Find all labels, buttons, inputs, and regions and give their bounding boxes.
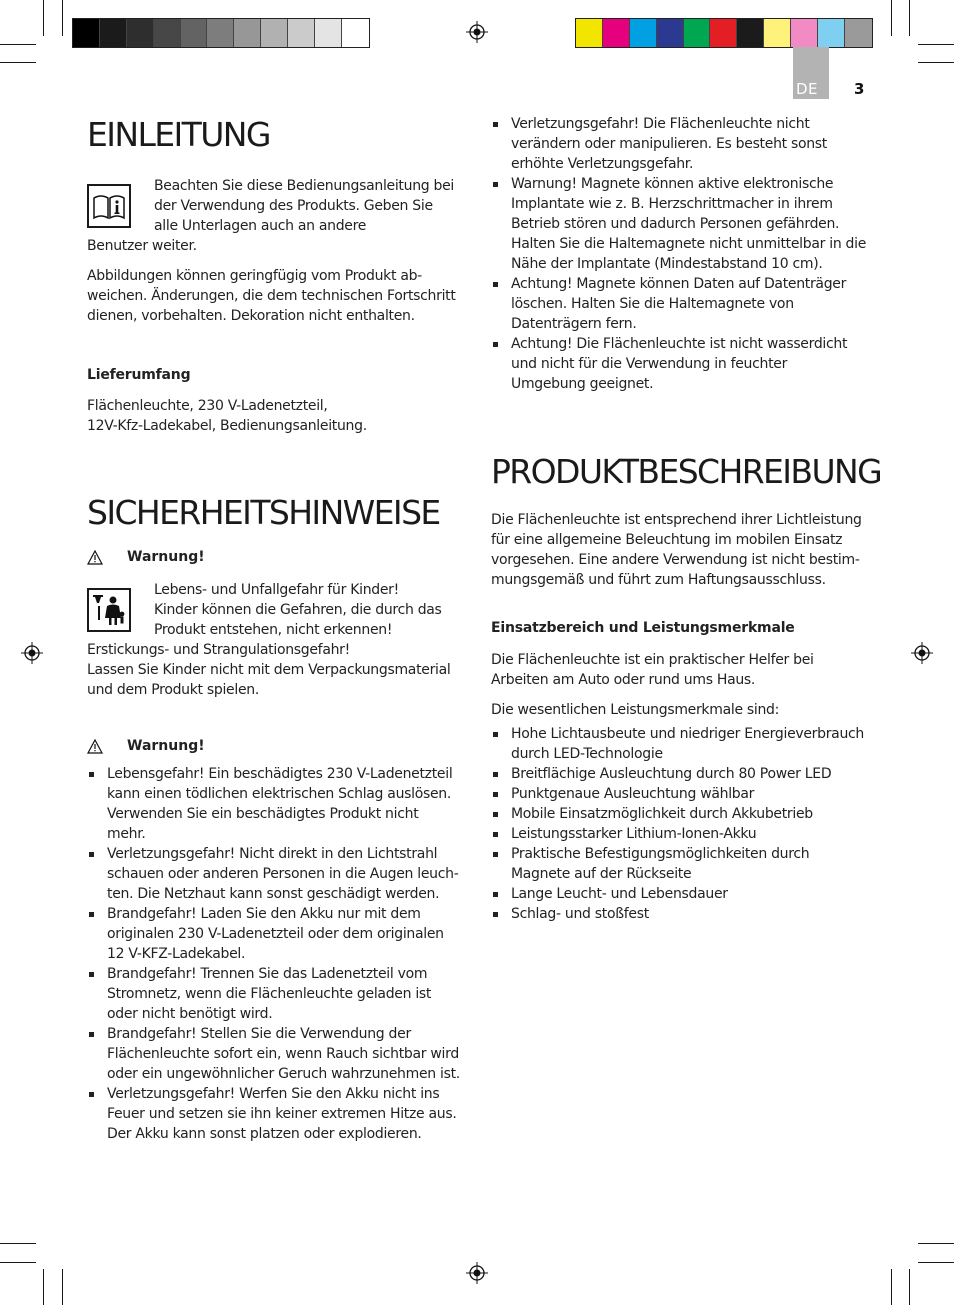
- crop-mark: [918, 44, 954, 45]
- crop-mark: [909, 0, 910, 36]
- text-line: Brandgefahr! Trennen Sie das Ladenetzteil vom: [107, 966, 428, 982]
- text-line: Achtung! Magnete können Daten auf Datenträger: [511, 276, 847, 292]
- text-line: Betrieb stören und dadurch Personen gefährden.: [511, 216, 840, 232]
- crop-mark: [918, 1262, 954, 1263]
- abbildungen-paragraph: [87, 266, 467, 326]
- text-line: dienen, vorbehalten. Dekoration nicht enthalten.: [87, 308, 415, 324]
- list-item: [87, 1024, 467, 1084]
- crop-mark: [918, 62, 954, 63]
- children-warning-tail: [87, 640, 467, 700]
- text-line: Datenträgern fern.: [511, 316, 637, 332]
- text-line: kann einen tödlichen elektrischen Schlag auslösen.: [107, 786, 452, 802]
- list-item: [491, 884, 871, 904]
- text-line: Arbeiten am Auto oder rund ums Haus.: [491, 672, 756, 688]
- warning-triangle-icon: [87, 739, 103, 754]
- grayscale-bar: [72, 18, 370, 48]
- einsatz-heading: Einsatzbereich und Leistungsmerkmale: [491, 620, 795, 636]
- manual-note-tail: Benutzer weiter.: [87, 238, 197, 254]
- text-line: Breitflächige Ausleuchtung durch 80 Power LED: [511, 766, 832, 782]
- text-line: oder nicht benötigt wird.: [107, 1006, 273, 1022]
- registration-mark-icon: [466, 1262, 488, 1284]
- list-item: [491, 724, 871, 764]
- text-line: Verletzungsgefahr! Werfen Sie den Akku nicht ins: [107, 1086, 440, 1102]
- text-line: ten. Die Netzhaut kann sonst geschädigt werden.: [107, 886, 440, 902]
- produktbeschreibung-title: PRODUKTBESCHREIBUNG: [491, 452, 882, 491]
- color-swatch: [845, 19, 872, 47]
- text-line: Verletzungsgefahr! Die Flächenleuchte nicht: [511, 116, 810, 132]
- text-line: Lebens- und Unfallgefahr für Kinder!: [154, 582, 399, 598]
- list-item: [491, 174, 871, 274]
- list-item: [491, 764, 871, 784]
- list-item: [87, 764, 467, 844]
- einleitung-title: EINLEITUNG: [87, 115, 270, 154]
- safety-bullet-list: [87, 764, 467, 1144]
- text-line: Schlag- und stoßfest: [511, 906, 649, 922]
- registration-mark-icon: [911, 642, 933, 664]
- text-line: Der Akku kann sonst platzen oder explodieren.: [107, 1126, 422, 1142]
- text-line: verändern oder manipulieren. Es besteht sonst: [511, 136, 827, 152]
- text-line: Flächenleuchte sofort ein, wenn Rauch sichtbar wird: [107, 1046, 459, 1062]
- color-swatch: [234, 19, 261, 47]
- color-swatch: [73, 19, 100, 47]
- lieferumfang-heading: Lieferumfang: [87, 367, 191, 383]
- text-line: Feuer und setzen sie ihn keiner extremen Hitze aus.: [107, 1106, 457, 1122]
- crop-mark: [43, 1269, 44, 1305]
- text-line: Magnete auf der Rückseite: [511, 866, 692, 882]
- text-line: oder ein ungewöhnlicher Geruch wahrzunehmen ist.: [107, 1066, 460, 1082]
- crop-mark: [891, 1269, 892, 1305]
- list-item: [87, 904, 467, 964]
- warning-2: [87, 738, 205, 754]
- process-color-bar: [575, 18, 873, 48]
- text-line: Umgebung geeignet.: [511, 376, 654, 392]
- text-line: und dem Produkt spielen.: [87, 682, 259, 698]
- registration-mark-icon: [21, 642, 43, 664]
- text-line: Lassen Sie Kinder nicht mit dem Verpackungsmaterial: [87, 662, 451, 678]
- list-item: [491, 114, 871, 174]
- color-swatch: [288, 19, 315, 47]
- helper-paragraph: [491, 650, 871, 690]
- text-line: für eine allgemeine Beleuchtung im mobilen Einsatz: [491, 532, 843, 548]
- text-line: Halten Sie die Haltemagnete nicht unmittelbar in die: [511, 236, 867, 252]
- color-swatch: [100, 19, 127, 47]
- text-line: durch LED-Technologie: [511, 746, 663, 762]
- warning-label: Warnung!: [127, 549, 205, 565]
- color-swatch: [818, 19, 845, 47]
- text-line: weichen. Änderungen, die dem technischen Fortschritt: [87, 288, 456, 304]
- text-line: Hohe Lichtausbeute und niedriger Energieverbrauch: [511, 726, 864, 742]
- text-line: Lange Leucht- und Lebensdauer: [511, 886, 728, 902]
- text-line: Brandgefahr! Stellen Sie die Verwendung der: [107, 1026, 411, 1042]
- list-item: [87, 964, 467, 1024]
- crop-mark: [0, 62, 36, 63]
- crop-mark: [0, 1243, 36, 1244]
- text-line: 12V-Kfz-Ladekabel, Bedienungsanleitung.: [87, 418, 367, 434]
- text-line: Die Flächenleuchte ist ein praktischer Helfer bei: [491, 652, 814, 668]
- text-line: Beachten Sie diese Bedienungsanleitung bei: [154, 178, 454, 194]
- warning-1: [87, 549, 205, 565]
- text-line: Erstickungs- und Strangulationsgefahr!: [87, 642, 350, 658]
- text-line: Verletzungsgefahr! Nicht direkt in den Lichtstrahl: [107, 846, 438, 862]
- color-swatch: [737, 19, 764, 47]
- registration-mark-icon: [466, 21, 488, 43]
- child-danger-icon: [87, 588, 131, 632]
- list-item: [87, 844, 467, 904]
- color-swatch: [154, 19, 181, 47]
- list-item: [491, 824, 871, 844]
- color-swatch: [342, 19, 369, 47]
- language-label: DE: [796, 80, 819, 98]
- text-line: Mobile Einsatzmöglichkeit durch Akkubetrieb: [511, 806, 813, 822]
- page-number: 3: [854, 80, 865, 98]
- text-line: schauen oder anderen Personen in die Augen leuch-: [107, 866, 459, 882]
- color-swatch: [261, 19, 288, 47]
- text-line: Nähe der Implantate (Mindestabstand 10 cm).: [511, 256, 823, 272]
- crop-mark: [918, 1243, 954, 1244]
- crop-mark: [0, 44, 36, 45]
- features-intro: Die wesentlichen Leistungsmerkmale sind:: [491, 702, 780, 718]
- text-line: Stromnetz, wenn die Flächenleuchte geladen ist: [107, 986, 432, 1002]
- text-line: Warnung! Magnete können aktive elektronische: [511, 176, 834, 192]
- text-line: Verwenden Sie ein beschädigtes Produkt nicht: [107, 806, 419, 822]
- text-line: löschen. Halten Sie die Haltemagnete von: [511, 296, 794, 312]
- text-line: vorgesehen. Eine andere Verwendung ist nicht bestim-: [491, 552, 860, 568]
- manual-note: [154, 176, 464, 236]
- list-item: [491, 804, 871, 824]
- safety-bullet-list-continued: [491, 114, 871, 394]
- color-swatch: [576, 19, 603, 47]
- text-line: erhöhte Verletzungsgefahr.: [511, 156, 694, 172]
- color-swatch: [657, 19, 684, 47]
- color-swatch: [207, 19, 234, 47]
- text-line: der Verwendung des Produkts. Geben Sie: [154, 198, 433, 214]
- warning-label: Warnung!: [127, 738, 205, 754]
- list-item: [87, 1084, 467, 1144]
- text-line: Brandgefahr! Laden Sie den Akku nur mit dem: [107, 906, 421, 922]
- crop-mark: [0, 1262, 36, 1263]
- text-line: mehr.: [107, 826, 146, 842]
- color-swatch: [684, 19, 711, 47]
- list-item: [491, 844, 871, 884]
- crop-mark: [891, 0, 892, 36]
- color-swatch: [315, 19, 342, 47]
- manual-info-icon: [87, 184, 131, 228]
- list-item: [491, 334, 871, 394]
- feature-bullet-list: [491, 724, 871, 924]
- color-swatch: [630, 19, 657, 47]
- color-swatch: [791, 19, 818, 47]
- color-swatch: [603, 19, 630, 47]
- warning-triangle-icon: [87, 550, 103, 565]
- text-line: und nicht für die Verwendung in feuchter: [511, 356, 788, 372]
- text-line: Praktische Befestigungsmöglichkeiten durch: [511, 846, 810, 862]
- lieferumfang-paragraph: [87, 396, 467, 436]
- crop-mark: [62, 0, 63, 36]
- list-item: [491, 784, 871, 804]
- list-item: [491, 904, 871, 924]
- text-line: Punktgenaue Ausleuchtung wählbar: [511, 786, 755, 802]
- text-line: Lebensgefahr! Ein beschädigtes 230 V-Ladenetzteil: [107, 766, 453, 782]
- crop-mark: [909, 1269, 910, 1305]
- text-line: Abbildungen können geringfügig vom Produkt ab-: [87, 268, 422, 284]
- text-line: alle Unterlagen auch an andere: [154, 218, 367, 234]
- produkt-intro: [491, 510, 871, 590]
- text-line: mungsgemäß und führt zum Haftungsausschluss.: [491, 572, 826, 588]
- text-line: Achtung! Die Flächenleuchte ist nicht wasserdicht: [511, 336, 848, 352]
- text-line: originalen 230 V-Ladenetzteil oder dem originalen: [107, 926, 444, 942]
- text-line: Implantate wie z. B. Herzschrittmacher in ihrem: [511, 196, 833, 212]
- sicherheitshinweise-title: SICHERHEITSHINWEISE: [87, 493, 440, 532]
- color-swatch: [710, 19, 737, 47]
- text-line: Produkt entstehen, nicht erkennen!: [154, 622, 393, 638]
- crop-mark: [62, 1269, 63, 1305]
- list-item: [491, 274, 871, 334]
- text-line: Flächenleuchte, 230 V-Ladenetzteil,: [87, 398, 328, 414]
- crop-mark: [43, 0, 44, 36]
- text-line: Leistungsstarker Lithium-Ionen-Akku: [511, 826, 757, 842]
- text-line: 12 V-KFZ-Ladekabel.: [107, 946, 246, 962]
- color-swatch: [127, 19, 154, 47]
- text-line: Die Flächenleuchte ist entsprechend ihrer Lichtleistung: [491, 512, 862, 528]
- color-swatch: [764, 19, 791, 47]
- color-swatch: [181, 19, 208, 47]
- children-warning: [154, 580, 464, 640]
- text-line: Kinder können die Gefahren, die durch das: [154, 602, 442, 618]
